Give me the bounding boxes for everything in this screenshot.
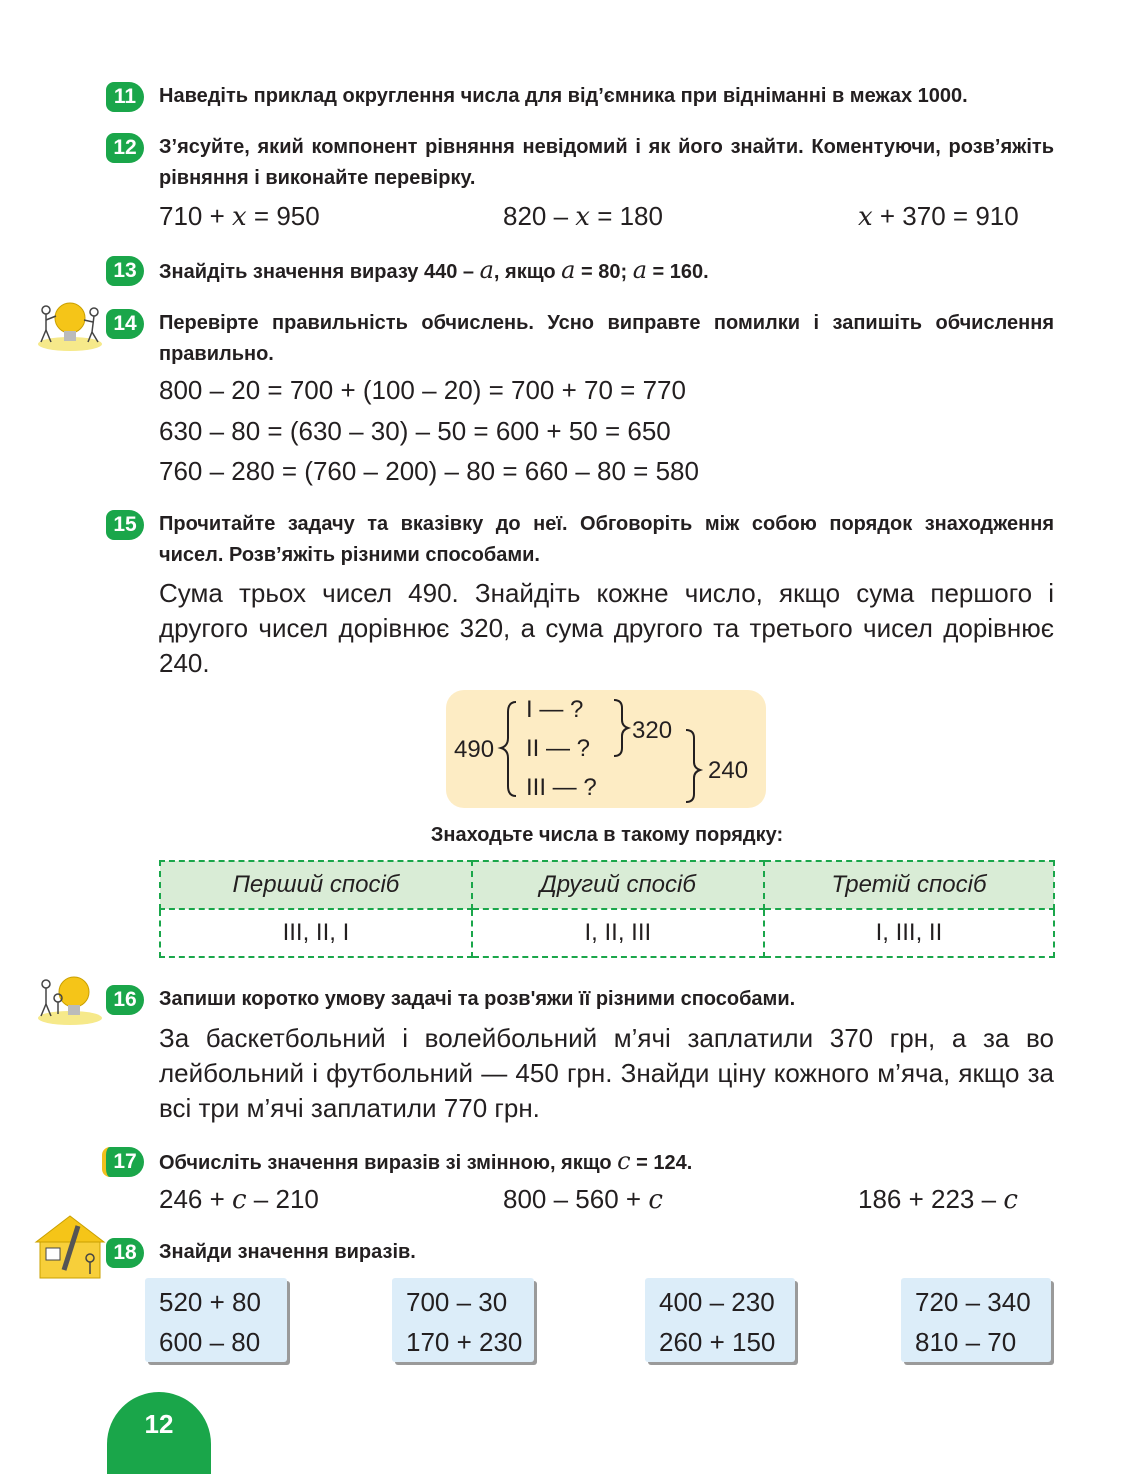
table-header-cell: Перший спосіб: [160, 861, 472, 909]
total-label: 490: [454, 736, 495, 763]
calculation-line: 760 – 280 = (760 – 200) – 80 = 660 – 80 = 580: [159, 456, 699, 486]
table-header-cell: Другий спосіб: [472, 861, 764, 909]
task-number-badge: 18: [106, 1238, 144, 1268]
task-14-text: Перевірте правильність обчислень. Усно виправте помилки і запишіть обчислення правильно.: [159, 312, 1054, 365]
expression-box: [145, 1278, 287, 1362]
task-17-text: Обчисліть значення виразів зі змінною, якщо c = 124.: [159, 1147, 693, 1175]
task-number-badge: 17: [102, 1147, 144, 1177]
task-number-badge: 15: [106, 510, 144, 540]
scheme-row: III — ?: [526, 774, 597, 801]
task-number-badge: 12: [106, 133, 144, 163]
expression: 520 + 80: [159, 1287, 261, 1317]
scheme-row: I — ?: [526, 696, 584, 723]
expression: 600 – 80: [159, 1327, 261, 1357]
expression: 246 + c – 210: [159, 1184, 319, 1215]
task-number-badge: 11: [106, 82, 144, 112]
table-header-row: [160, 861, 1054, 909]
expression-box: [901, 1278, 1051, 1362]
sum-first-second: 320: [632, 717, 673, 744]
expression: 800 – 560 + c: [503, 1184, 663, 1215]
table-row: [160, 909, 1054, 957]
table-cell: III, II, I: [160, 909, 472, 957]
expression-box: [392, 1278, 534, 1362]
short-condition-scheme: [446, 690, 766, 808]
task-number-badge: 14: [106, 309, 144, 339]
task-number-badge: 16: [106, 985, 144, 1015]
calculation-line: 630 – 80 = (630 – 30) – 50 = 600 + 50 = 650: [159, 416, 671, 446]
task-18-text: Знайди значення виразів.: [159, 1241, 416, 1263]
expression: 260 + 150: [659, 1327, 776, 1357]
scheme-row: II — ?: [526, 735, 591, 762]
order-title: Знаходьте числа в такому порядку:: [430, 824, 784, 846]
table-header-cell: Третій спосіб: [764, 861, 1054, 909]
problem-text: За баскетбольний і волейбольний м’ячі заплатили 370 грн, а за во лейбольний і футбольний — 450 грн. Знайди ціну кожного м’яча, якщо за всі три м’ячі заплатили 770 грн.: [159, 1023, 1054, 1123]
task-15-text: Прочитайте задачу та вказівку до неї. Обговоріть між собою порядок знаходження чисел. Розв’яжіть різними способами.: [159, 513, 1054, 566]
expression-box: [645, 1278, 795, 1362]
equation: x + 370 = 910: [858, 201, 1019, 232]
task-16-text: Запиши коротко умову задачі та розв'яжи її різними способами.: [159, 988, 796, 1010]
equation: 820 – x = 180: [503, 201, 663, 232]
equation: 710 + x = 950: [159, 201, 320, 232]
task-11-text: Наведіть приклад округлення числа для від’ємника при відніманні в межах 1000.: [159, 85, 968, 107]
task-13-text: Знайдіть значення виразу 440 – a, якщо a = 80; a = 160.: [159, 256, 709, 284]
methods-table: [159, 860, 1055, 958]
page-number: 12: [107, 1392, 211, 1474]
sum-second-third: 240: [708, 757, 749, 784]
expression: 170 + 230: [406, 1327, 523, 1357]
expression: 400 – 230: [659, 1287, 775, 1317]
expression: 810 – 70: [915, 1327, 1017, 1357]
expression: 720 – 340: [915, 1287, 1031, 1317]
task-12-text: З’ясуйте, який компонент рівняння невідомий і як його знайти. Коментуючи, розв’яжіть рівняння і виконайте перевірку.: [159, 136, 1054, 189]
expression: 186 + 223 – c: [858, 1184, 1018, 1215]
homework-house-icon: [34, 1212, 106, 1280]
problem-text: Сума трьох чисел 490. Знайдіть кожне число, якщо сума першого і другого чисел дорівнює 320, а сума другого та третього чисел дорівнює 240.: [159, 578, 1054, 678]
expression: 700 – 30: [406, 1287, 508, 1317]
task-number-badge: 13: [106, 256, 144, 286]
calculation-line: 800 – 20 = 700 + (100 – 20) = 700 + 70 = 770: [159, 375, 686, 405]
lightbulb-teamwork-icon: [34, 970, 106, 1028]
lightbulb-teamwork-icon: [34, 296, 106, 354]
table-cell: I, III, II: [764, 909, 1054, 957]
table-cell: I, II, III: [472, 909, 764, 957]
